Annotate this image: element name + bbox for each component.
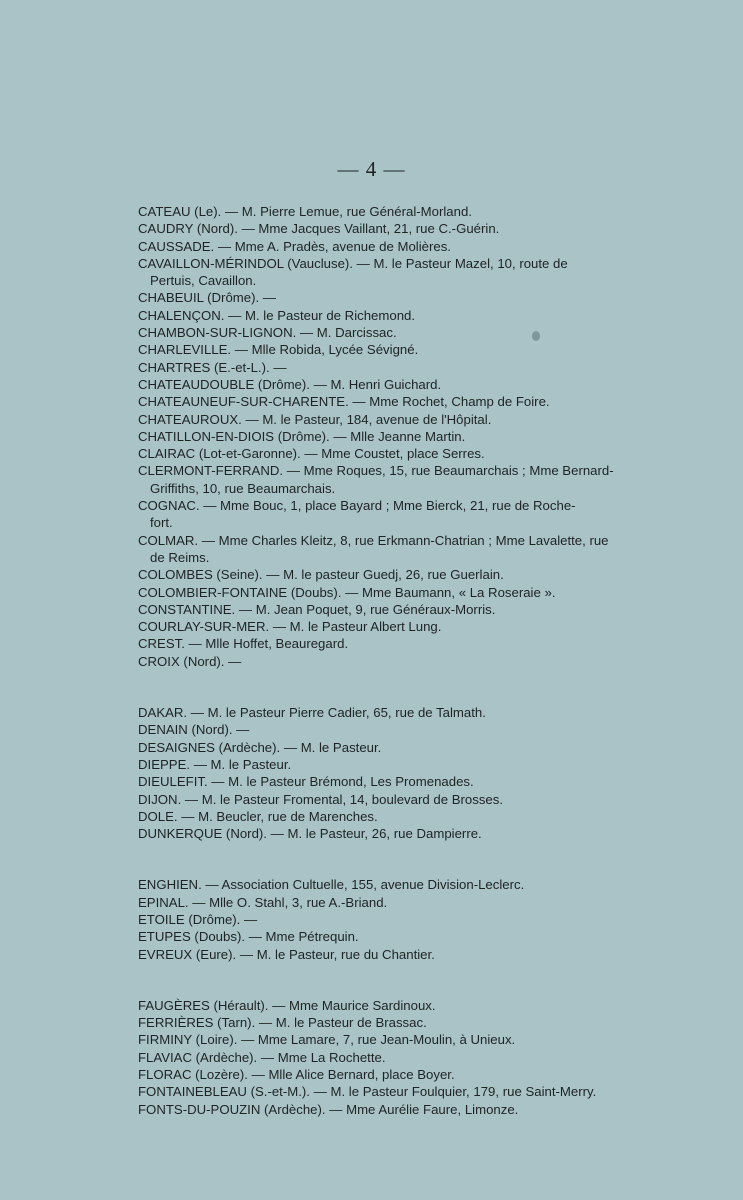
entry-epinal: EPINAL. — Mlle O. Stahl, 3, rue A.-Briand. — [138, 894, 388, 910]
entry-caussade: CAUSSADE. — Mme A. Pradès, avenue de Molières. — [138, 238, 451, 254]
entry-chateauneuf-sur-charente: CHATEAUNEUF-SUR-CHARENTE. — Mme Rochet, Champ de Foire. — [138, 394, 550, 410]
entry-evreux: EVREUX (Eure). — M. le Pasteur, rue du Chantier. — [138, 946, 435, 962]
entry-text: CAVAILLON-MÉRINDOL (Vaucluse). — M. le Pasteur Mazel, 10, route de — [138, 255, 568, 271]
entry-flaviac: FLAVIAC (Ardèche). — Mme La Rochette. — [138, 1049, 386, 1065]
entry-colombes: COLOMBES (Seine). — M. le pasteur Guedj, 26, rue Guerlain. — [138, 567, 504, 583]
entry-continuation: de Reims. — [150, 549, 210, 565]
ink-spot — [532, 331, 540, 341]
entry-dakar: DAKAR. — M. le Pasteur Pierre Cadier, 65, rue de Talmath. — [138, 705, 486, 721]
entry-etupes: ETUPES (Doubs). — Mme Pétrequin. — [138, 929, 359, 945]
entry-charleville: CHARLEVILLE. — Mlle Robida, Lycée Sévigné. — [138, 342, 419, 358]
entry-firminy: FIRMINY (Loire). — Mme Lamare, 7, rue Jean-Moulin, à Unieux. — [138, 1032, 516, 1048]
address-listing — [138, 203, 670, 1118]
section-gap — [138, 670, 670, 704]
entry-chabeuil: CHABEUIL (Drôme). — — [138, 290, 276, 306]
entry-dijon: DIJON. — M. le Pasteur Fromental, 14, boulevard de Brosses. — [138, 791, 504, 807]
entry-chambon-sur-lignon: CHAMBON-SUR-LIGNON. — M. Darcissac. — [138, 325, 397, 341]
entry-cateau: CATEAU (Le). — M. Pierre Lemue, rue Général-Morland. — [138, 204, 472, 219]
section-gap — [138, 963, 670, 997]
entry-text: COGNAC. — Mme Bouc, 1, place Bayard ; Mme Bierck, 21, rue de Roche- — [138, 498, 576, 514]
entry-etoile: ETOILE (Drôme). — — [138, 911, 258, 927]
entry-chateauroux: CHATEAUROUX. — M. le Pasteur, 184, avenue de l'Hôpital. — [138, 411, 492, 427]
entry-chateaudouble: CHATEAUDOUBLE (Drôme). — M. Henri Guichard. — [138, 376, 442, 392]
entry-dunkerque: DUNKERQUE (Nord). — M. le Pasteur, 26, rue Dampierre. — [138, 826, 482, 842]
entry-caudry: CAUDRY (Nord). — Mme Jacques Vaillant, 21, rue C.-Guérin. — [138, 221, 500, 237]
entry-fontainebleau: FONTAINEBLEAU (S.-et-M.). — M. le Pasteur Foulquier, 179, rue Saint-Merry. — [138, 1084, 597, 1100]
entry-fonts-du-pouzin: FONTS-DU-POUZIN (Ardèche). — Mme Aurélie Faure, Limonze. — [138, 1101, 519, 1117]
section-e — [138, 876, 670, 962]
entry-dole: DOLE. — M. Beucler, rue de Marenches. — [138, 808, 378, 824]
entry-chartres: CHARTRES (E.-et-L.). — — [138, 359, 287, 375]
entry-crest: CREST. — Mlle Hoffet, Beauregard. — [138, 636, 349, 652]
entry-text: CLERMONT-FERRAND. — Mme Roques, 15, rue Beaumarchais ; Mme Bernard- — [138, 463, 614, 479]
entry-faugeres: FAUGÈRES (Hérault). — Mme Maurice Sardinoux. — [138, 997, 436, 1013]
section-c — [138, 203, 670, 670]
entry-colmar — [138, 532, 670, 567]
entry-clermont-ferrand — [138, 462, 670, 497]
entry-clairac: CLAIRAC (Lot-et-Garonne). — Mme Coustet, place Serres. — [138, 446, 485, 462]
section-gap — [138, 842, 670, 876]
entry-continuation: Griffiths, 10, rue Beaumarchais. — [150, 480, 336, 496]
page-number: — 4 — — [337, 157, 406, 181]
entry-desaignes: DESAIGNES (Ardèche). — M. le Pasteur. — [138, 739, 382, 755]
entry-cavaillon-merindol — [138, 255, 670, 290]
entry-chatillon-en-diois: CHATILLON-EN-DIOIS (Drôme). — Mlle Jeanne Martin. — [138, 428, 466, 444]
entry-cognac — [138, 497, 670, 532]
entry-dieulefit: DIEULEFIT. — M. le Pasteur Brémond, Les Promenades. — [138, 774, 474, 790]
entry-constantine: CONSTANTINE. — M. Jean Poquet, 9, rue Généraux-Morris. — [138, 601, 496, 617]
entry-dieppe: DIEPPE. — M. le Pasteur. — [138, 756, 292, 772]
entry-florac: FLORAC (Lozère). — Mlle Alice Bernard, place Boyer. — [138, 1067, 455, 1083]
entry-colombier-fontaine: COLOMBIER-FONTAINE (Doubs). — Mme Baumann, « La Roseraie ». — [138, 584, 556, 600]
entry-denain: DENAIN (Nord). — — [138, 722, 250, 738]
entry-ferrieres: FERRIÈRES (Tarn). — M. le Pasteur de Brassac. — [138, 1015, 427, 1031]
entry-croix: CROIX (Nord). — — [138, 653, 242, 669]
entry-text: COLMAR. — Mme Charles Kleitz, 8, rue Erkmann-Chatrian ; Mme Lavalette, rue — [138, 532, 609, 548]
section-d — [138, 704, 670, 842]
entry-chalencon: CHALENÇON. — M. le Pasteur de Richemond. — [138, 307, 416, 323]
section-f — [138, 997, 670, 1118]
entry-continuation: fort. — [150, 515, 173, 531]
entry-courlay-sur-mer: COURLAY-SUR-MER. — M. le Pasteur Albert Lung. — [138, 619, 442, 635]
entry-enghien: ENGHIEN. — Association Cultuelle, 155, avenue Division-Leclerc. — [138, 877, 525, 893]
entry-continuation: Pertuis, Cavaillon. — [150, 273, 257, 289]
